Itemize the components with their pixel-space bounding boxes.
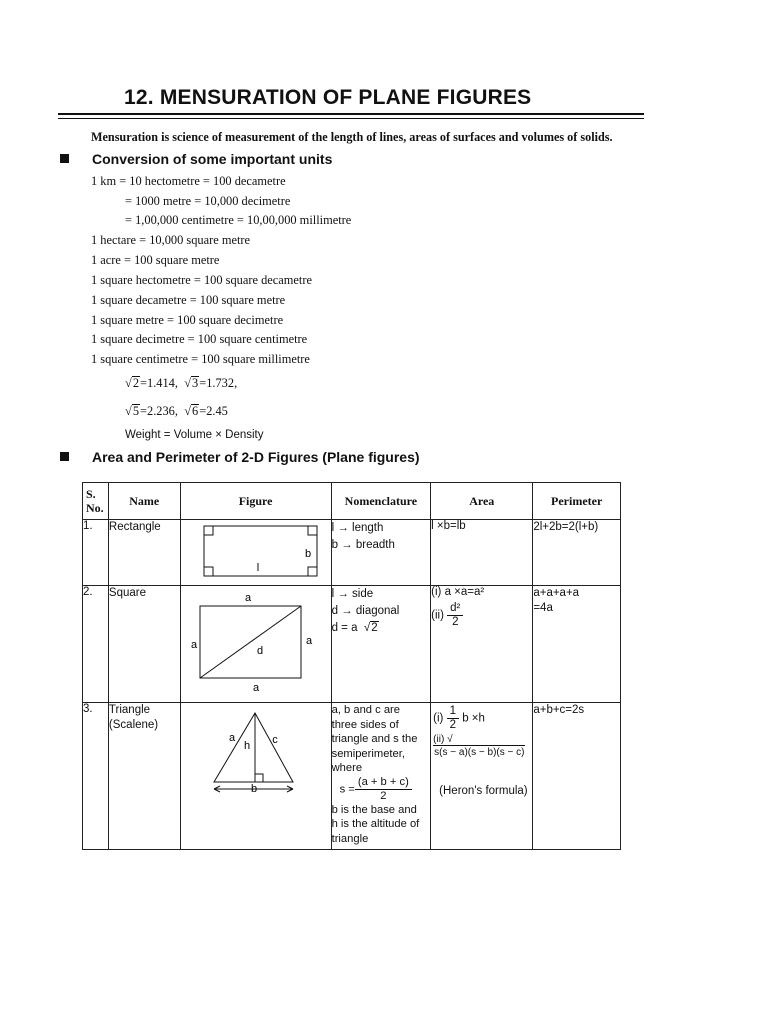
rectangle-figure-cell	[180, 520, 331, 586]
section-heading-units	[60, 151, 332, 167]
root-value: =2.236,	[140, 404, 178, 418]
unit-line: 1 square hectometre = 100 square decametre	[91, 273, 312, 287]
diagonal-line	[200, 606, 301, 678]
section-heading-figures-text: Area and Perimeter of 2-D Figures (Plane figures)	[92, 449, 420, 465]
label-d: d	[256, 645, 263, 657]
row-nomenclature	[331, 586, 431, 703]
sqrt-icon: √	[184, 404, 191, 418]
sqrt-icon: √	[125, 376, 132, 390]
table-row	[83, 520, 621, 586]
unit-line: 1 acre = 100 square metre	[91, 253, 220, 267]
unit-line: 1 square decimetre = 100 square centimetre	[91, 332, 308, 346]
table-header-row	[83, 483, 621, 520]
area-formula-i: (i) a ×a=a²	[431, 586, 485, 598]
section-heading-figures	[60, 449, 420, 465]
right-angle-mark	[255, 774, 263, 782]
label-h: h	[243, 740, 250, 752]
semiperimeter-formula: s = $\frac{(a + b + c)}{2}$	[332, 776, 431, 803]
row-sno: 3.	[83, 703, 109, 850]
root-values-line-2	[125, 404, 228, 419]
radicand: 2	[371, 622, 378, 634]
nom-line: d → diagonal	[331, 605, 400, 617]
triangle-figure-cell	[180, 703, 331, 850]
unit-line: = 1,00,000 centimetre = 10,00,000 millimetre	[125, 213, 352, 227]
label-a-bottom: a	[252, 682, 259, 694]
triangle-shape	[214, 713, 293, 782]
unit-line: 1 km = 10 hectometre = 100 decametre	[91, 174, 286, 188]
radicand: 5	[132, 404, 140, 418]
unit-line: 1 square decametre = 100 square metre	[91, 293, 286, 307]
unit-line: = 1000 metre = 10,000 decimetre	[125, 194, 291, 208]
heron-label: (Heron's formula)	[439, 785, 528, 797]
header-sno: S. No.	[83, 483, 109, 520]
square-bullet-icon	[60, 154, 69, 163]
row-nomenclature: a, b and c are three sides of triangle and s the semiperimeter, where s = $\frac{(a + b + c)}{2}$ b is the base and h is the altitude of triangle	[331, 703, 431, 850]
header-name: Name	[108, 483, 180, 520]
row-name: Rectangle	[108, 520, 180, 586]
table-row	[83, 586, 621, 703]
rectangle-figure	[181, 520, 331, 582]
row-nomenclature	[331, 520, 431, 586]
row-area	[431, 703, 533, 850]
row-sno: 2.	[83, 586, 109, 703]
radicand: 6	[192, 404, 199, 418]
fraction: $\frac{(a + b + c)}{2}$	[355, 776, 412, 803]
header-nomenclature: Nomenclature	[331, 483, 431, 520]
table-row	[83, 703, 621, 850]
page-title: 12. MENSURATION OF PLANE FIGURES	[124, 86, 532, 109]
label-b: b	[304, 548, 311, 560]
label-b: b	[250, 783, 257, 795]
section-heading-units-text: Conversion of some important units	[92, 151, 333, 167]
unit-line: 1 square centimetre = 100 square millimetre	[91, 352, 310, 366]
label-a: a	[228, 732, 235, 744]
row-area	[431, 586, 533, 703]
weight-formula: Weight = Volume × Density	[125, 429, 264, 441]
fraction: $\frac{1}{2}$	[447, 705, 459, 732]
label-a-left: a	[190, 639, 197, 651]
fraction: $\frac{\text{d²}}{2}$	[447, 602, 463, 629]
radicand: 2	[132, 376, 140, 390]
row-name: Square	[108, 586, 180, 703]
square-bullet-icon	[60, 452, 69, 461]
unit-line: 1 hectare = 10,000 square metre	[91, 233, 251, 247]
title-rule-thin	[58, 118, 644, 119]
header-area: Area	[431, 483, 533, 520]
row-perimeter: a+a+a+a =4a	[533, 586, 621, 703]
sqrt-icon: √	[184, 376, 191, 390]
area-formula-i: (i) $\frac{1}{2}$ b ×h	[433, 705, 485, 731]
unit-line: 1 square metre = 100 square decimetre	[91, 313, 284, 327]
title-rule-thick	[58, 113, 644, 115]
root-value: =1.732,	[199, 376, 238, 390]
row-sno: 1.	[83, 520, 109, 586]
area-formula-ii: (ii) $\frac{\text{d²}}{2}$	[431, 602, 532, 629]
sqrt-icon: √	[363, 622, 371, 634]
label-a-top: a	[244, 592, 251, 604]
row-area: l ×b=lb	[431, 520, 533, 586]
nom-line: d = a √2	[331, 622, 378, 634]
figures-table	[82, 482, 621, 850]
header-figure: Figure	[180, 483, 331, 520]
square-figure	[181, 586, 331, 699]
right-angle-marks	[204, 526, 317, 576]
root-value: =2.45	[199, 404, 228, 418]
nom-line: l → side	[331, 588, 374, 600]
root-value: =1.414,	[140, 376, 178, 390]
label-l: l	[256, 562, 259, 574]
rectangle-shape	[204, 526, 317, 576]
sqrt-icon: √	[447, 734, 453, 745]
nom-line: l → length	[331, 522, 384, 534]
header-perimeter: Perimeter	[533, 483, 621, 520]
sqrt-icon: √	[125, 404, 132, 418]
label-a-right: a	[305, 635, 312, 647]
triangle-figure	[181, 703, 331, 846]
row-perimeter: 2l+2b=2(l+b)	[533, 520, 621, 586]
row-perimeter: a+b+c=2s	[533, 703, 621, 850]
radicand: 3	[192, 376, 199, 390]
nom-line: b → breadth	[331, 539, 395, 551]
intro-text: Mensuration is science of measurement of the length of lines, areas of surfaces and volumes of solids.	[91, 130, 613, 144]
square-figure-cell	[180, 586, 331, 703]
row-name: Triangle (Scalene)	[108, 703, 180, 850]
root-values-line-1	[125, 376, 237, 391]
label-c: c	[271, 734, 278, 746]
area-formula-ii: (ii) √s(s − a)(s − b)(s − c)	[433, 734, 525, 758]
